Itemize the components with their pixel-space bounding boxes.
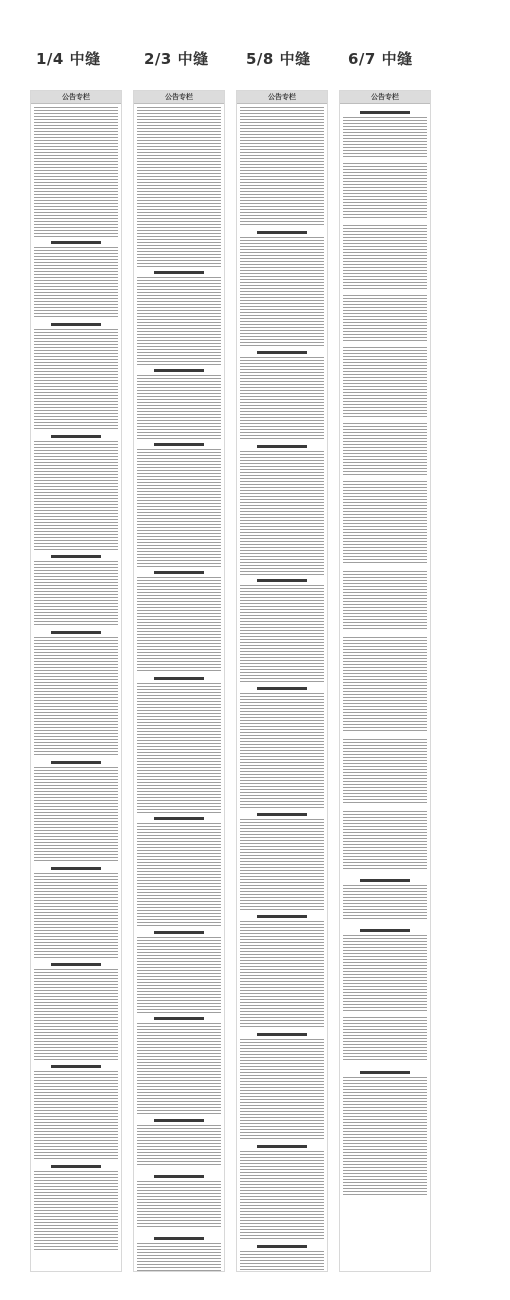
column-4-band: 公告专栏: [340, 91, 430, 104]
column-3-band: 公告专栏: [237, 91, 327, 104]
column-1-4: [30, 90, 122, 1272]
column-6-7: [339, 90, 431, 1272]
header-6-7: 6/7 中缝: [348, 50, 413, 68]
column-1-band: 公告专栏: [31, 91, 121, 104]
header-5-8: 5/8 中缝: [246, 50, 311, 68]
header-2-3: 2/3 中缝: [144, 50, 209, 68]
column-2-3: [133, 90, 225, 1272]
column-2-band: 公告专栏: [134, 91, 224, 104]
column-5-8: [236, 90, 328, 1272]
header-1-4: 1/4 中缝: [36, 50, 101, 68]
